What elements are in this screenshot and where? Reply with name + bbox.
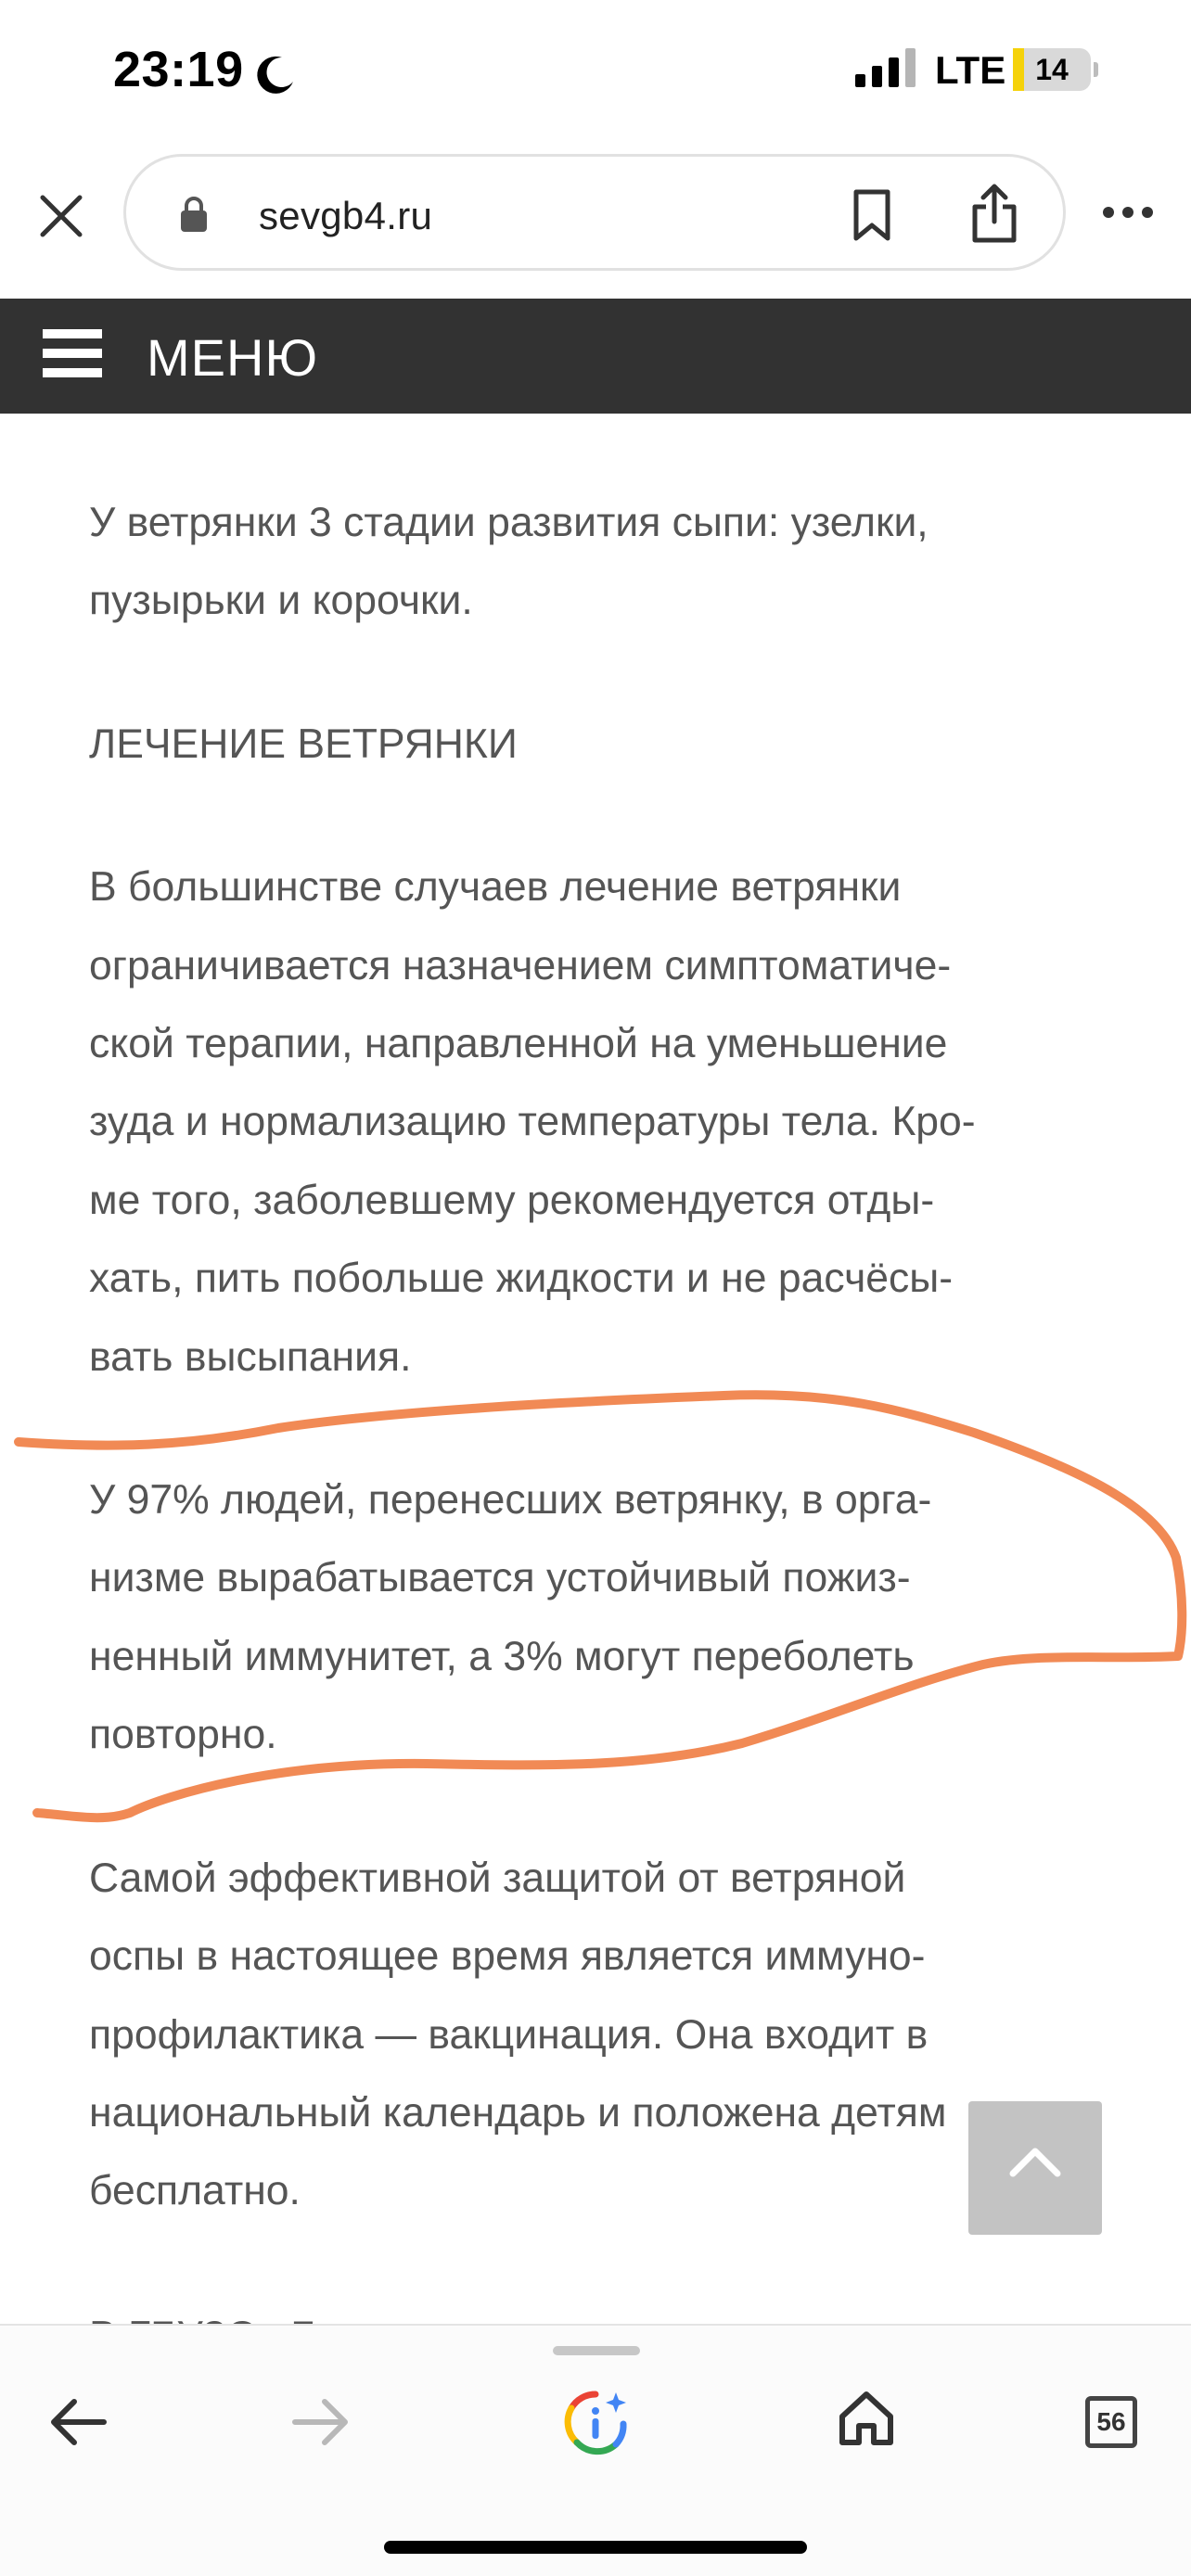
text-line: В большинстве случаев лечение ветрянки — [89, 864, 902, 911]
battery-icon — [1013, 48, 1098, 91]
url-text[interactable]: sevgb4.ru — [259, 194, 433, 237]
chevron-up-icon — [1009, 2146, 1061, 2179]
text-line: бесплатно. — [89, 2168, 301, 2214]
menu-label[interactable]: МЕНЮ — [147, 328, 319, 387]
paragraph-vaccination — [89, 1840, 1119, 2231]
toolbar-grabber[interactable] — [553, 2346, 640, 2355]
network-type: LTE — [935, 48, 1006, 92]
address-bar[interactable] — [123, 154, 1066, 271]
assistant-icon[interactable] — [560, 2387, 631, 2462]
text-line: пузырьки и корочки. — [89, 578, 473, 624]
more-icon[interactable] — [1102, 206, 1154, 223]
site-menu-bar[interactable] — [0, 299, 1191, 414]
partial-next-paragraph — [89, 2298, 317, 2326]
text-line: оспы в настоящее время является иммуно- — [89, 1933, 926, 1980]
close-icon[interactable] — [35, 190, 87, 242]
back-arrow-icon[interactable] — [48, 2396, 108, 2453]
battery-level: 14 — [1035, 53, 1069, 86]
lock-icon — [180, 196, 208, 237]
text-line: вать высыпания. — [89, 1333, 412, 1380]
tab-count: 56 — [1096, 2407, 1126, 2436]
home-indicator — [384, 2541, 807, 2554]
tabs-icon[interactable] — [1085, 2396, 1137, 2448]
scroll-to-top-button[interactable] — [968, 2101, 1102, 2235]
text-line: У ветрянки 3 стадии развития сыпи: узелки, — [89, 500, 928, 545]
status-bar — [0, 0, 1191, 144]
text-line: национальный календарь и положена детям — [89, 2089, 947, 2136]
text-line: профилактика — вакцинация. Она входит в — [89, 2011, 928, 2058]
signal-icon — [855, 48, 918, 92]
paragraph-rash-stages — [89, 484, 1119, 641]
paragraph-treatment — [89, 848, 1119, 1396]
bookmark-icon[interactable] — [852, 188, 892, 247]
text-line: хать, пить побольше жидкости и не расчёсы- — [89, 1256, 954, 1302]
text-line: ме того, заболевшему рекомендуется отды- — [89, 1177, 935, 1223]
article-content — [89, 484, 1119, 2296]
text-line: ской терапии, направленной на уменьшение — [89, 1021, 948, 1067]
share-icon[interactable] — [970, 183, 1018, 249]
text-line: Самой эффективной защитой от ветряной — [89, 1855, 906, 1901]
heading-text: ЛЕЧЕНИЕ ВЕТРЯНКИ — [89, 721, 518, 767]
text-line: У 97% людей, перенесших ветрянку, в орга- — [89, 1477, 932, 1524]
section-heading — [89, 706, 1119, 784]
browser-bottom-toolbar — [0, 2324, 1191, 2576]
status-time: 23:19 — [113, 42, 244, 97]
hamburger-icon[interactable] — [43, 327, 102, 384]
home-icon[interactable] — [837, 2389, 896, 2453]
text-line: повторно. — [89, 1712, 277, 1758]
moon-icon — [256, 54, 297, 99]
forward-arrow-icon[interactable] — [291, 2396, 351, 2453]
paragraph-immunity — [89, 1461, 1119, 1775]
text-line: ненный иммунитет, а 3% могут переболеть — [89, 1633, 915, 1679]
text-line: зуда и нормализацию температуры тела. Кро- — [89, 1099, 976, 1145]
text-line: ограничивается назначением симптоматиче- — [89, 942, 952, 988]
text-line: низме вырабатывается устойчивый пожиз- — [89, 1555, 911, 1601]
